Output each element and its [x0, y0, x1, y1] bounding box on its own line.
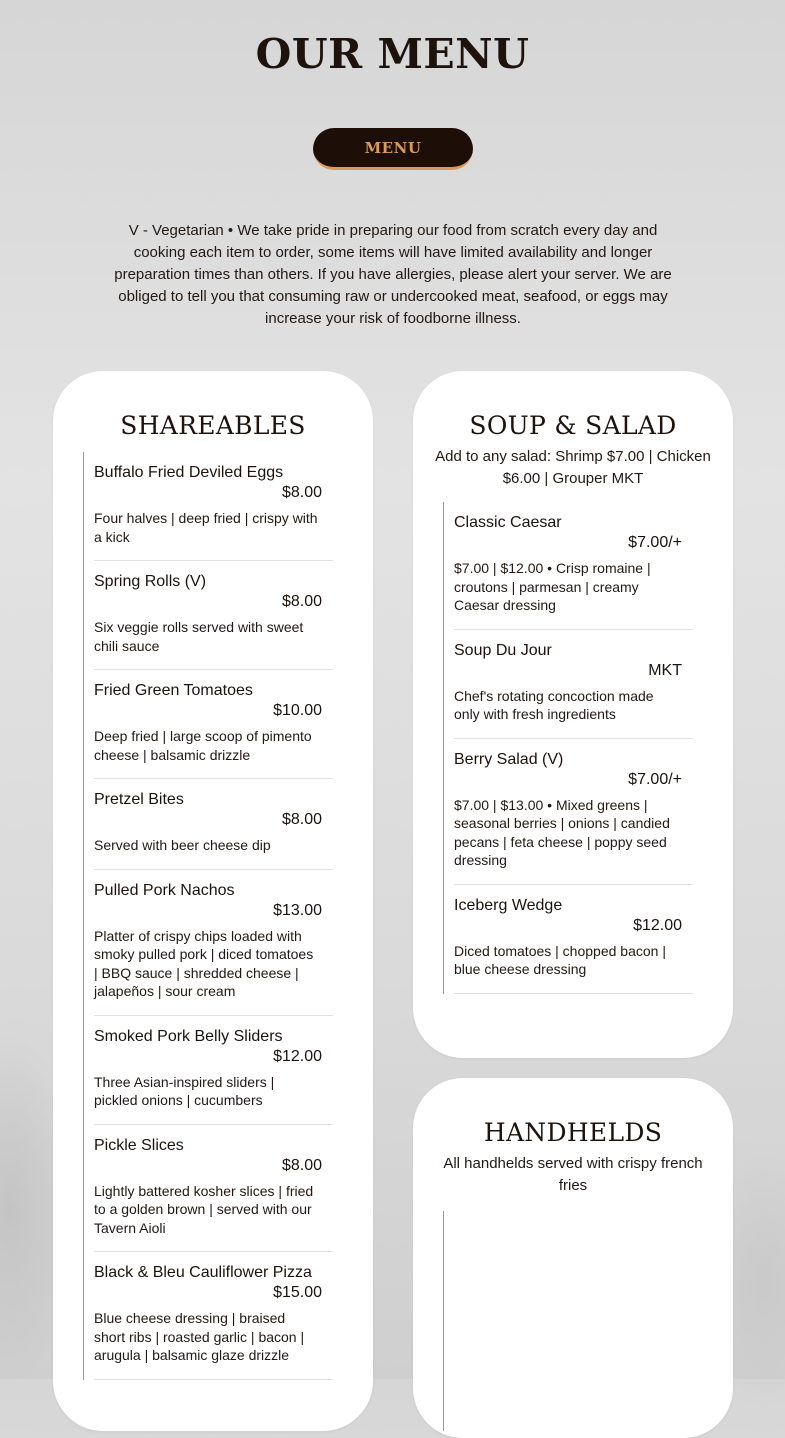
section-title: SOUP & SALAD	[469, 411, 677, 440]
menu-item	[94, 1252, 333, 1380]
item-description: $7.00 | $12.00 • Crisp romaine | croutons | parmesan | creamy Caesar dressing	[454, 560, 651, 613]
item-price: $8.00	[281, 1156, 322, 1174]
shareables-card	[53, 371, 373, 1431]
item-description: Chef's rotating concoction made only with fresh ingredients	[454, 687, 654, 722]
menu-item-list	[83, 452, 333, 1380]
menu-item	[94, 1125, 333, 1253]
item-description: Deep fried | large scoop of pimento cheese | balsamic drizzle	[94, 728, 312, 763]
section-subtitle: Add to any salad: Shrimp $7.00 | Chicken $6.00 | Grouper MKT	[435, 448, 711, 487]
item-name: Soup Du Jour	[454, 641, 552, 659]
item-name: Smoked Pork Belly Sliders	[94, 1027, 283, 1045]
item-description: Three Asian-inspired sliders | pickled onions | cucumbers	[94, 1073, 275, 1108]
menu-item	[454, 739, 693, 885]
menu-item-list	[443, 502, 693, 994]
item-description: Platter of crispy chips loaded with smoky pulled pork | diced tomatoes | BBQ sauce | shredded cheese | jalapeños | sour cream	[94, 927, 314, 999]
menu-item	[94, 452, 333, 561]
menu-item	[94, 870, 333, 1016]
menu-item	[94, 779, 333, 870]
item-description: Blue cheese dressing | braised short ribs | roasted garlic | bacon | arugula | balsamic glaze drizzle	[94, 1310, 305, 1363]
item-description: Lightly battered kosher slices | fried to a golden brown | served with our Tavern Aioli	[94, 1182, 314, 1236]
item-name: Pickle Slices	[94, 1136, 184, 1154]
handhelds-card	[413, 1078, 733, 1438]
menu-item	[454, 502, 693, 630]
item-price: $12.00	[633, 916, 682, 934]
item-name: Pretzel Bites	[94, 791, 184, 808]
menu-item-list	[443, 1211, 693, 1431]
item-name: Iceberg Wedge	[454, 896, 563, 914]
item-price: $7.00/+	[628, 770, 682, 788]
item-description: Diced tomatoes | chopped bacon | blue cheese dressing	[454, 942, 666, 977]
page-title: OUR MENU	[255, 30, 530, 78]
item-price: $13.00	[273, 901, 322, 919]
section-title: HANDHELDS	[483, 1118, 663, 1147]
item-name: Fried Green Tomatoes	[94, 682, 253, 699]
item-description: Four halves | deep fried | crispy with a kick	[94, 510, 318, 545]
section-subtitle: All handhelds served with crispy french fries	[443, 1155, 703, 1194]
soup-salad-card	[413, 371, 733, 1058]
item-price: $8.00	[281, 811, 322, 828]
item-price: $15.00	[273, 1284, 322, 1301]
item-price: $12.00	[273, 1047, 322, 1065]
item-price: $7.00/+	[628, 534, 682, 551]
menu-button[interactable]: MENU	[313, 128, 473, 170]
section-title: SHAREABLES	[120, 411, 306, 440]
item-price: MKT	[648, 661, 682, 679]
menu-item	[94, 561, 333, 670]
item-name: Classic Caesar	[454, 514, 562, 531]
item-description: Six veggie rolls served with sweet chili sauce	[94, 619, 304, 654]
item-name: Spring Rolls (V)	[94, 573, 207, 590]
menu-item	[454, 885, 693, 994]
item-price: $8.00	[281, 484, 322, 501]
item-name: Berry Salad (V)	[454, 750, 564, 768]
item-name: Pulled Pork Nachos	[94, 881, 235, 899]
item-price: $10.00	[273, 702, 322, 719]
item-price: $8.00	[281, 593, 322, 610]
item-name: Black & Bleu Cauliflower Pizza	[94, 1264, 312, 1281]
item-name: Buffalo Fried Deviled Eggs	[94, 464, 284, 481]
menu-item	[94, 1016, 333, 1125]
menu-item	[454, 630, 693, 739]
item-description: $7.00 | $13.00 • Mixed greens | seasonal berries | onions | candied pecans | feta cheese | poppy seed dressing	[454, 796, 670, 868]
menu-disclaimer: V - Vegetarian • We take pride in preparing our food from scratch every day and cooking each item to order, some items will have limited availability and longer preparation times than others. If you have allergies, please alert your server. We are obliged to tell you that consuming raw or undercooked meat, seafood, or eggs may increase your risk of foodborne illness.	[114, 222, 672, 327]
menu-item	[94, 670, 333, 779]
item-description: Served with beer cheese dip	[94, 837, 271, 853]
